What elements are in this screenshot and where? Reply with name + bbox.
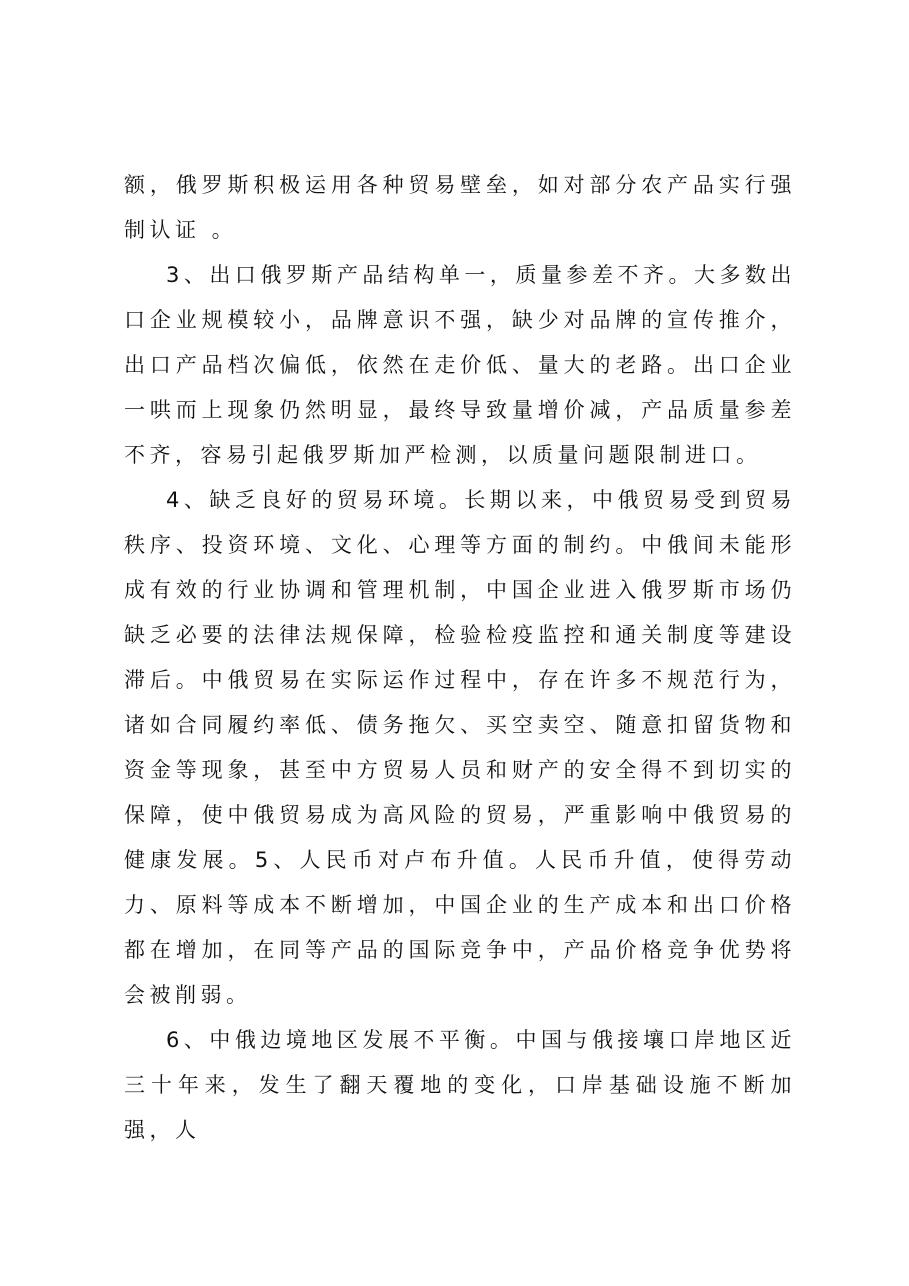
paragraph-item-4-5: 4、缺乏良好的贸易环境。长期以来，中俄贸易受到贸易秩序、投资环境、文化、心理等方面的制约。中俄间未能形成有效的行业协调和管理机制，中国企业进入俄罗斯市场仍缺乏必要的法律法规保障，检验检疫监控和通关制度等建设滞后。中俄贸易在实际运作过程中，存在许多不规范行为，诸如合同履约率低、债务拖欠、买空卖空、随意扣留货物和资金等现象，甚至中方贸易人员和财产的安全得不到切实的保障，使中俄贸易成为高风险的贸易，严重影响中俄贸易的健康发展。5、人民币对卢布升值。人民币升值，使得劳动力、原料等成本不断增加，中国企业的生产成本和出口价格都在增加，在同等产品的国际竞争中，产品价格竞争优势将会被削弱。 <box>124 488 796 1007</box>
paragraph-item-3: 3、出口俄罗斯产品结构单一，质量参差不齐。大多数出口企业规模较小，品牌意识不强，缺少对品牌的宣传推介，出口产品档次偏低，依然在走价低、量大的老路。出口企业一哄而上现象仍然明显，最终导致量增价减，产品质量参差不齐，容易引起俄罗斯加严检测，以质量问题限制进口。 <box>124 263 796 467</box>
document-body <box>124 163 796 1153</box>
paragraph-continuation: 额，俄罗斯积极运用各种贸易壁垒，如对部分农产品实行强制认证 。 <box>124 173 796 242</box>
paragraph-item-6: 6、中俄边境地区发展不平衡。中国与俄接壤口岸地区近三十年来，发生了翻天覆地的变化，口岸基础设施不断加强，人 <box>124 1028 796 1142</box>
